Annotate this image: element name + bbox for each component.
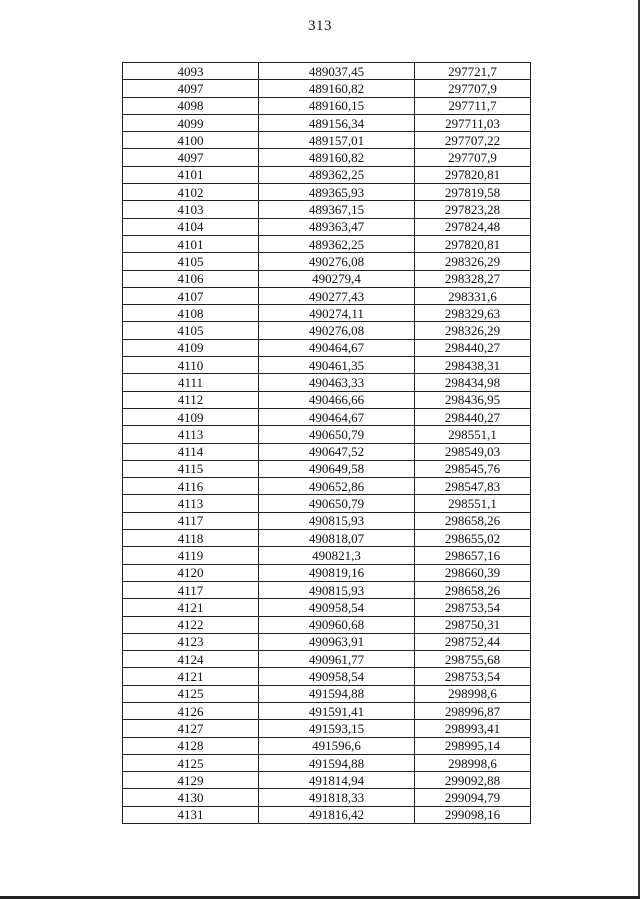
y-coordinate-cell: 298440,27 [415, 408, 531, 425]
point-number-cell: 4125 [123, 754, 259, 771]
y-coordinate-cell: 297707,9 [415, 80, 531, 97]
point-number-cell: 4107 [123, 287, 259, 304]
y-coordinate-cell: 298658,26 [415, 581, 531, 598]
x-coordinate-cell: 489157,01 [259, 132, 415, 149]
x-coordinate-cell: 490963,91 [259, 633, 415, 650]
x-coordinate-cell: 489362,25 [259, 166, 415, 183]
x-coordinate-cell: 490274,11 [259, 305, 415, 322]
x-coordinate-cell: 491814,94 [259, 772, 415, 789]
point-number-cell: 4128 [123, 737, 259, 754]
x-coordinate-cell: 490466,66 [259, 391, 415, 408]
table-row [123, 633, 531, 650]
x-coordinate-cell: 491593,15 [259, 720, 415, 737]
coordinates-table [122, 62, 531, 824]
y-coordinate-cell: 298434,98 [415, 374, 531, 391]
table-row [123, 235, 531, 252]
y-coordinate-cell: 298326,29 [415, 322, 531, 339]
x-coordinate-cell: 490958,54 [259, 599, 415, 616]
point-number-cell: 4104 [123, 218, 259, 235]
point-number-cell: 4093 [123, 63, 259, 80]
y-coordinate-cell: 298329,63 [415, 305, 531, 322]
y-coordinate-cell: 298440,27 [415, 339, 531, 356]
table-row [123, 668, 531, 685]
table-row [123, 530, 531, 547]
x-coordinate-cell: 490818,07 [259, 530, 415, 547]
x-coordinate-cell: 491596,6 [259, 737, 415, 754]
point-number-cell: 4113 [123, 495, 259, 512]
y-coordinate-cell: 297823,28 [415, 201, 531, 218]
point-number-cell: 4109 [123, 408, 259, 425]
y-coordinate-cell: 298752,44 [415, 633, 531, 650]
x-coordinate-cell: 491818,33 [259, 789, 415, 806]
y-coordinate-cell: 298753,54 [415, 599, 531, 616]
y-coordinate-cell: 298660,39 [415, 564, 531, 581]
y-coordinate-cell: 297711,03 [415, 114, 531, 131]
table-row [123, 218, 531, 235]
y-coordinate-cell: 298438,31 [415, 357, 531, 374]
point-number-cell: 4124 [123, 651, 259, 668]
point-number-cell: 4117 [123, 512, 259, 529]
x-coordinate-cell: 489367,15 [259, 201, 415, 218]
x-coordinate-cell: 490652,86 [259, 478, 415, 495]
table-row [123, 547, 531, 564]
point-number-cell: 4103 [123, 201, 259, 218]
point-number-cell: 4108 [123, 305, 259, 322]
table-row [123, 581, 531, 598]
point-number-cell: 4101 [123, 166, 259, 183]
x-coordinate-cell: 490960,68 [259, 616, 415, 633]
table-row [123, 478, 531, 495]
y-coordinate-cell: 298658,26 [415, 512, 531, 529]
point-number-cell: 4101 [123, 235, 259, 252]
x-coordinate-cell: 490961,77 [259, 651, 415, 668]
page-number: 313 [308, 18, 332, 34]
point-number-cell: 4111 [123, 374, 259, 391]
point-number-cell: 4112 [123, 391, 259, 408]
x-coordinate-cell: 489156,34 [259, 114, 415, 131]
table-row [123, 270, 531, 287]
point-number-cell: 4113 [123, 426, 259, 443]
point-number-cell: 4109 [123, 339, 259, 356]
point-number-cell: 4100 [123, 132, 259, 149]
point-number-cell: 4106 [123, 270, 259, 287]
table-row [123, 391, 531, 408]
table-row [123, 339, 531, 356]
x-coordinate-cell: 490815,93 [259, 581, 415, 598]
table-row [123, 287, 531, 304]
y-coordinate-cell: 298753,54 [415, 668, 531, 685]
table-row [123, 806, 531, 823]
x-coordinate-cell: 490464,67 [259, 339, 415, 356]
table-row [123, 305, 531, 322]
point-number-cell: 4127 [123, 720, 259, 737]
table-row [123, 114, 531, 131]
x-coordinate-cell: 490464,67 [259, 408, 415, 425]
x-coordinate-cell: 490650,79 [259, 426, 415, 443]
point-number-cell: 4097 [123, 80, 259, 97]
y-coordinate-cell: 298331,6 [415, 287, 531, 304]
point-number-cell: 4121 [123, 599, 259, 616]
table-row [123, 737, 531, 754]
coordinates-table-body [123, 63, 531, 824]
point-number-cell: 4118 [123, 530, 259, 547]
point-number-cell: 4098 [123, 97, 259, 114]
x-coordinate-cell: 489160,82 [259, 149, 415, 166]
table-row [123, 702, 531, 719]
point-number-cell: 4123 [123, 633, 259, 650]
table-row [123, 322, 531, 339]
table-row [123, 184, 531, 201]
point-number-cell: 4102 [123, 184, 259, 201]
point-number-cell: 4121 [123, 668, 259, 685]
table-row [123, 166, 531, 183]
x-coordinate-cell: 491594,88 [259, 685, 415, 702]
y-coordinate-cell: 297707,22 [415, 132, 531, 149]
y-coordinate-cell: 298549,03 [415, 443, 531, 460]
table-row [123, 772, 531, 789]
table-row [123, 149, 531, 166]
x-coordinate-cell: 490819,16 [259, 564, 415, 581]
x-coordinate-cell: 489160,15 [259, 97, 415, 114]
y-coordinate-cell: 297824,48 [415, 218, 531, 235]
table-row [123, 720, 531, 737]
table-row [123, 599, 531, 616]
point-number-cell: 4130 [123, 789, 259, 806]
y-coordinate-cell: 298998,6 [415, 754, 531, 771]
y-coordinate-cell: 298326,29 [415, 253, 531, 270]
x-coordinate-cell: 490279,4 [259, 270, 415, 287]
x-coordinate-cell: 489362,25 [259, 235, 415, 252]
point-number-cell: 4114 [123, 443, 259, 460]
y-coordinate-cell: 297707,9 [415, 149, 531, 166]
y-coordinate-cell: 297721,7 [415, 63, 531, 80]
x-coordinate-cell: 489037,45 [259, 63, 415, 80]
y-coordinate-cell: 298998,6 [415, 685, 531, 702]
table-row [123, 651, 531, 668]
table-row [123, 201, 531, 218]
y-coordinate-cell: 298655,02 [415, 530, 531, 547]
x-coordinate-cell: 491816,42 [259, 806, 415, 823]
point-number-cell: 4129 [123, 772, 259, 789]
x-coordinate-cell: 490276,08 [259, 322, 415, 339]
point-number-cell: 4105 [123, 322, 259, 339]
y-coordinate-cell: 298551,1 [415, 426, 531, 443]
x-coordinate-cell: 491591,41 [259, 702, 415, 719]
table-row [123, 97, 531, 114]
x-coordinate-cell: 489363,47 [259, 218, 415, 235]
point-number-cell: 4099 [123, 114, 259, 131]
x-coordinate-cell: 491594,88 [259, 754, 415, 771]
y-coordinate-cell: 298996,87 [415, 702, 531, 719]
table-row [123, 63, 531, 80]
y-coordinate-cell: 298547,83 [415, 478, 531, 495]
table-row [123, 512, 531, 529]
point-number-cell: 4122 [123, 616, 259, 633]
y-coordinate-cell: 298657,16 [415, 547, 531, 564]
table-row [123, 685, 531, 702]
table-row [123, 374, 531, 391]
point-number-cell: 4097 [123, 149, 259, 166]
table-row [123, 460, 531, 477]
point-number-cell: 4120 [123, 564, 259, 581]
x-coordinate-cell: 490958,54 [259, 668, 415, 685]
table-row [123, 443, 531, 460]
point-number-cell: 4131 [123, 806, 259, 823]
y-coordinate-cell: 299098,16 [415, 806, 531, 823]
table-row [123, 426, 531, 443]
x-coordinate-cell: 490463,33 [259, 374, 415, 391]
y-coordinate-cell: 297819,58 [415, 184, 531, 201]
x-coordinate-cell: 489365,93 [259, 184, 415, 201]
y-coordinate-cell: 298328,27 [415, 270, 531, 287]
x-coordinate-cell: 490650,79 [259, 495, 415, 512]
table-row [123, 616, 531, 633]
y-coordinate-cell: 298755,68 [415, 651, 531, 668]
y-coordinate-cell: 298545,76 [415, 460, 531, 477]
table-row [123, 754, 531, 771]
y-coordinate-cell: 298993,41 [415, 720, 531, 737]
y-coordinate-cell: 297820,81 [415, 235, 531, 252]
y-coordinate-cell: 297711,7 [415, 97, 531, 114]
table-row [123, 357, 531, 374]
point-number-cell: 4126 [123, 702, 259, 719]
point-number-cell: 4110 [123, 357, 259, 374]
y-coordinate-cell: 299094,79 [415, 789, 531, 806]
table-row [123, 132, 531, 149]
y-coordinate-cell: 299092,88 [415, 772, 531, 789]
x-coordinate-cell: 490649,58 [259, 460, 415, 477]
table-row [123, 253, 531, 270]
x-coordinate-cell: 490815,93 [259, 512, 415, 529]
x-coordinate-cell: 489160,82 [259, 80, 415, 97]
y-coordinate-cell: 298750,31 [415, 616, 531, 633]
x-coordinate-cell: 490276,08 [259, 253, 415, 270]
table-row [123, 408, 531, 425]
y-coordinate-cell: 298551,1 [415, 495, 531, 512]
point-number-cell: 4116 [123, 478, 259, 495]
table-row [123, 495, 531, 512]
point-number-cell: 4105 [123, 253, 259, 270]
x-coordinate-cell: 490821,3 [259, 547, 415, 564]
table-row [123, 564, 531, 581]
table-row [123, 80, 531, 97]
y-coordinate-cell: 297820,81 [415, 166, 531, 183]
y-coordinate-cell: 298436,95 [415, 391, 531, 408]
point-number-cell: 4115 [123, 460, 259, 477]
point-number-cell: 4119 [123, 547, 259, 564]
table-row [123, 789, 531, 806]
x-coordinate-cell: 490647,52 [259, 443, 415, 460]
x-coordinate-cell: 490277,43 [259, 287, 415, 304]
point-number-cell: 4117 [123, 581, 259, 598]
y-coordinate-cell: 298995,14 [415, 737, 531, 754]
x-coordinate-cell: 490461,35 [259, 357, 415, 374]
point-number-cell: 4125 [123, 685, 259, 702]
